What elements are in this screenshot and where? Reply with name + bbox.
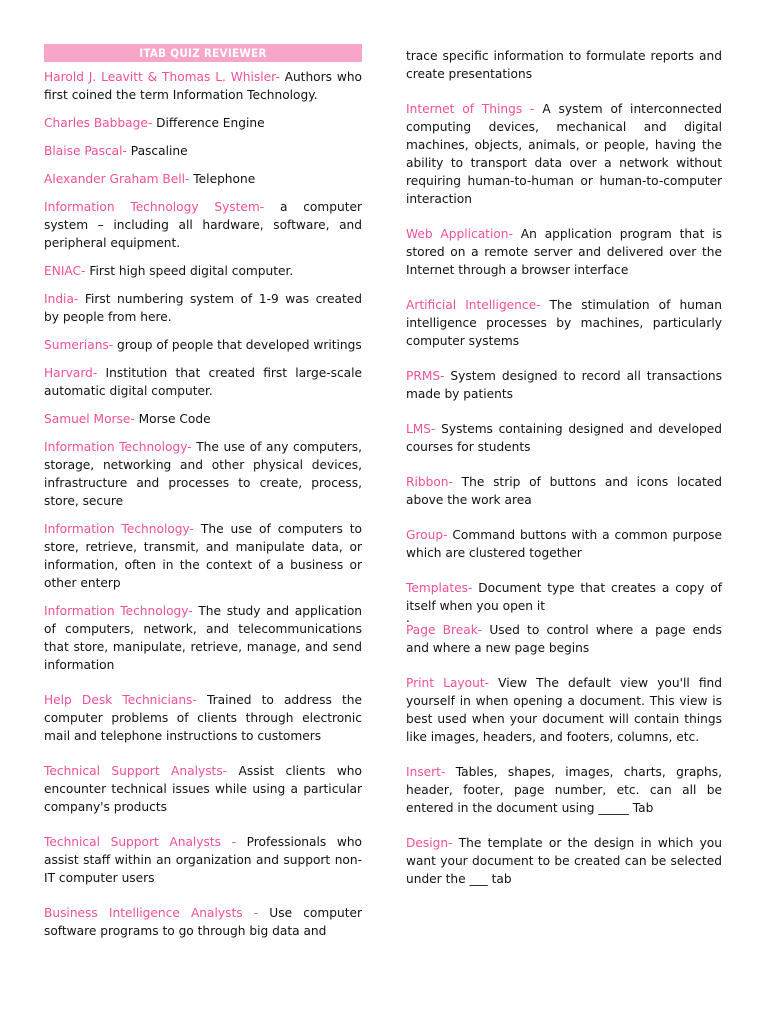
entry-ribbon — [406, 473, 722, 509]
stray-dot: . — [406, 611, 410, 625]
definition: Pascaline — [126, 144, 188, 158]
definition: Authors who first coined the term Information Technology. — [44, 70, 363, 102]
definition: System designed to record all transactions made by patients — [406, 369, 722, 401]
entry-it-definition-1 — [44, 438, 362, 510]
definition: Tables, shapes, images, charts, graphs, header, footer, page number, etc. can all be entered in the document using _____ Tab — [406, 765, 722, 815]
term: Artificial Intelligence- — [406, 298, 541, 312]
definition: a computer system – including all hardware, software, and peripheral equipment. — [44, 200, 362, 250]
term: LMS- — [406, 422, 436, 436]
entry-it-system — [44, 198, 362, 252]
definition: View The default view you'll find yourself in when opening a document. This view is best used when your document will contain things like images, headers, and footers, columns, etc. — [406, 676, 722, 744]
definition: A system of interconnected computing devices, mechanical and digital machines, objects, animals, or people, having the ability to transport data over a network without requiring human-to-human or human-to-computer interaction — [406, 102, 723, 206]
definition: The strip of buttons and icons located above the work area — [406, 475, 722, 507]
entry-pascal — [44, 142, 362, 160]
entry-tech-support-1 — [44, 762, 362, 816]
entry-bi-analysts — [44, 904, 362, 940]
definition: Morse Code — [134, 412, 211, 426]
definition: The template or the design in which you want your document to be created can be selected under the ___ tab — [406, 836, 722, 886]
term: PRMS- — [406, 369, 445, 383]
definition: First numbering system of 1-9 was created by people from here. — [44, 292, 362, 324]
entry-ai — [406, 296, 722, 350]
term: Internet of Things - — [406, 102, 535, 116]
term: Print Layout- — [406, 676, 489, 690]
term: Information Technology- — [44, 604, 193, 618]
definition: Command buttons with a common purpose which are clustered together — [406, 528, 722, 560]
term: Help Desk Technicians- — [44, 693, 197, 707]
left-column — [44, 44, 362, 940]
entry-prms — [406, 367, 722, 403]
entry-tech-support-2 — [44, 833, 362, 887]
term: Alexander Graham Bell- — [44, 172, 190, 186]
definition: The study and application of computers, network, and telecommunications that store, manipulate, retrieve, manage, and send information — [44, 604, 363, 672]
definition: trace specific information to formulate reports and create presentations — [406, 49, 722, 81]
term: ENIAC- — [44, 264, 86, 278]
page-title: ITAB QUIZ REVIEWER — [44, 44, 362, 62]
entry-it-definition-2 — [44, 520, 362, 592]
definition: An application program that is stored on a remote server and delivered over the Internet through a browser interface — [406, 227, 722, 277]
term: Templates- — [406, 581, 473, 595]
entry-iot — [406, 100, 722, 208]
term: Harold J. Leavitt & Thomas L. Whisler- — [44, 70, 280, 84]
entry-babbage — [44, 114, 362, 132]
entry-harvard — [44, 364, 362, 400]
term: Charles Babbage- — [44, 116, 153, 130]
entry-it-definition-3 — [44, 602, 362, 674]
term: Web Application- — [406, 227, 513, 241]
entry-bi-analysts-continued — [406, 47, 722, 83]
entry-bell — [44, 170, 362, 188]
definition: group of people that developed writings — [113, 338, 362, 352]
term: Information Technology- — [44, 440, 192, 454]
entry-design — [406, 834, 722, 888]
definition: Trained to address the computer problems of clients through electronic mail and telephone instructions to customers — [44, 693, 362, 743]
entry-lms — [406, 420, 722, 456]
term: Sumerians- — [44, 338, 114, 352]
definition: Systems containing designed and developed courses for students — [406, 422, 722, 454]
entry-india — [44, 290, 362, 326]
term: Technical Support Analysts - — [44, 835, 237, 849]
definition: Assist clients who encounter technical issues while using a particular company's products — [44, 764, 362, 814]
term: Page Break- — [406, 623, 483, 637]
definition: Institution that created first large-scale automatic digital computer. — [44, 366, 362, 398]
entry-help-desk — [44, 691, 362, 745]
definition: The use of computers to store, retrieve, transmit, and manipulate data, or information, often in the context of a business or other enterp — [44, 522, 363, 590]
definition: Used to control where a page ends and where a new page begins — [406, 623, 722, 655]
definition: Professionals who assist staff within an organization and support non-IT computer users — [44, 835, 362, 885]
definition: Telephone — [189, 172, 256, 186]
term: Information Technology System- — [44, 200, 265, 214]
definition: Document type that creates a copy of itself when you open it — [406, 581, 722, 613]
term: Technical Support Analysts- — [44, 764, 228, 778]
entry-morse — [44, 410, 362, 428]
definition: The use of any computers, storage, networking and other physical devices, infrastructure and processes to create, process, store, secure — [44, 440, 363, 508]
entry-page-break — [406, 621, 722, 657]
term: Business Intelligence Analysts - — [44, 906, 259, 920]
term: Design- — [406, 836, 453, 850]
entry-web-application — [406, 225, 722, 279]
entry-sumerians — [44, 336, 362, 354]
term: Ribbon- — [406, 475, 453, 489]
entry-print-layout — [406, 674, 722, 746]
term: India- — [44, 292, 79, 306]
entry-insert — [406, 763, 722, 817]
entry-templates — [406, 579, 722, 615]
definition: Use computer software programs to go through big data and — [44, 906, 363, 938]
right-column — [406, 47, 722, 888]
term: Harvard- — [44, 366, 98, 380]
definition: The stimulation of human intelligence processes by machines, particularly computer systems — [406, 298, 722, 348]
definition: First high speed digital computer. — [85, 264, 294, 278]
entry-leavitt-whisler — [44, 68, 362, 104]
term: Samuel Morse- — [44, 412, 135, 426]
entry-group — [406, 526, 722, 562]
term: Blaise Pascal- — [44, 144, 127, 158]
term: Insert- — [406, 765, 446, 779]
term: Information Technology- — [44, 522, 194, 536]
term: Group- — [406, 528, 448, 542]
entry-eniac — [44, 262, 362, 280]
definition: Difference Engine — [152, 116, 265, 130]
